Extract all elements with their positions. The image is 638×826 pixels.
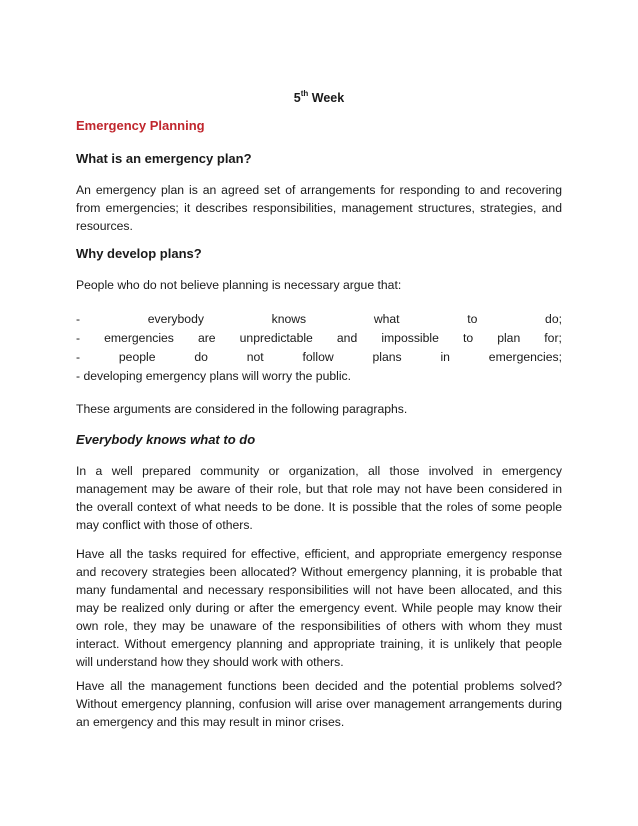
paragraph-management: Have all the management functions been decided and the potential problems solved? Without emergency planning, confusion will arise over management arrangements during an emergency and this may result in minor crises. [76,679,562,729]
week-heading [76,86,562,107]
list-word: to [462,331,474,345]
list-word: what [373,312,400,326]
section-title: Emergency Planning [76,118,205,133]
list-word: everybody [147,312,204,326]
paragraph-roles: In a well prepared community or organization, all those involved in emergency management may be aware of their role, but that role may not have been considered in the overall context of what needs to be done. It is possible that the roles of some people may conflict with those of others. [76,464,562,532]
list-item [76,310,562,328]
list-item [76,348,562,366]
list-word: emergencies [104,331,174,345]
list-word: not [246,350,264,364]
list-word: do [194,350,208,364]
list-word: - [76,331,81,345]
subsection-heading: Everybody knows what to do [76,432,256,447]
paragraph-tasks: Have all the tasks required for effective, efficient, and appropriate emergency response and recovery strategies been allocated? Without emergency planning, it is probable that many fundamental and necessary responsibilities will not have been allocated, and this may be realized only during or after the emergency event. While people may know their own role, they may be unaware of the responsibilities of others with whom they must interact. Without emergency planning and appropriate training, it is unlikely that people will understand how they should work with others. [76,547,562,669]
list-item-last: - developing emergency plans will worry the public. [76,369,352,383]
list-word: do; [545,312,562,326]
list-word: impossible [381,331,439,345]
list-word: - [76,312,81,326]
list-word: for; [544,331,562,345]
list-word: and [336,331,358,345]
list-word: unpredictable [239,331,313,345]
list-word: are [197,331,216,345]
question-heading-1: What is an emergency plan? [76,151,252,166]
list-word: in [440,350,450,364]
list-word: emergencies; [488,350,562,364]
question-heading-2: Why develop plans? [76,246,202,261]
list-word: knows [271,312,307,326]
week-number: 5 [293,91,301,106]
list-word: - [76,350,81,364]
list-item [76,329,562,347]
list-word: plan [497,331,521,345]
list-word: follow [302,350,334,364]
list-word: people [118,350,156,364]
paragraph-definition: An emergency plan is an agreed set of arrangements for responding to and recovering from emergencies; it describes responsibilities, management structures, strategies, and resources. [76,183,562,233]
list-word: plans [372,350,402,364]
paragraph-transition: These arguments are considered in the following paragraphs. [76,402,408,416]
list-word: to [467,312,478,326]
week-label: Week [311,91,345,106]
paragraph-intro: People who do not believe planning is necessary argue that: [76,278,402,292]
week-suffix: th [300,89,309,98]
